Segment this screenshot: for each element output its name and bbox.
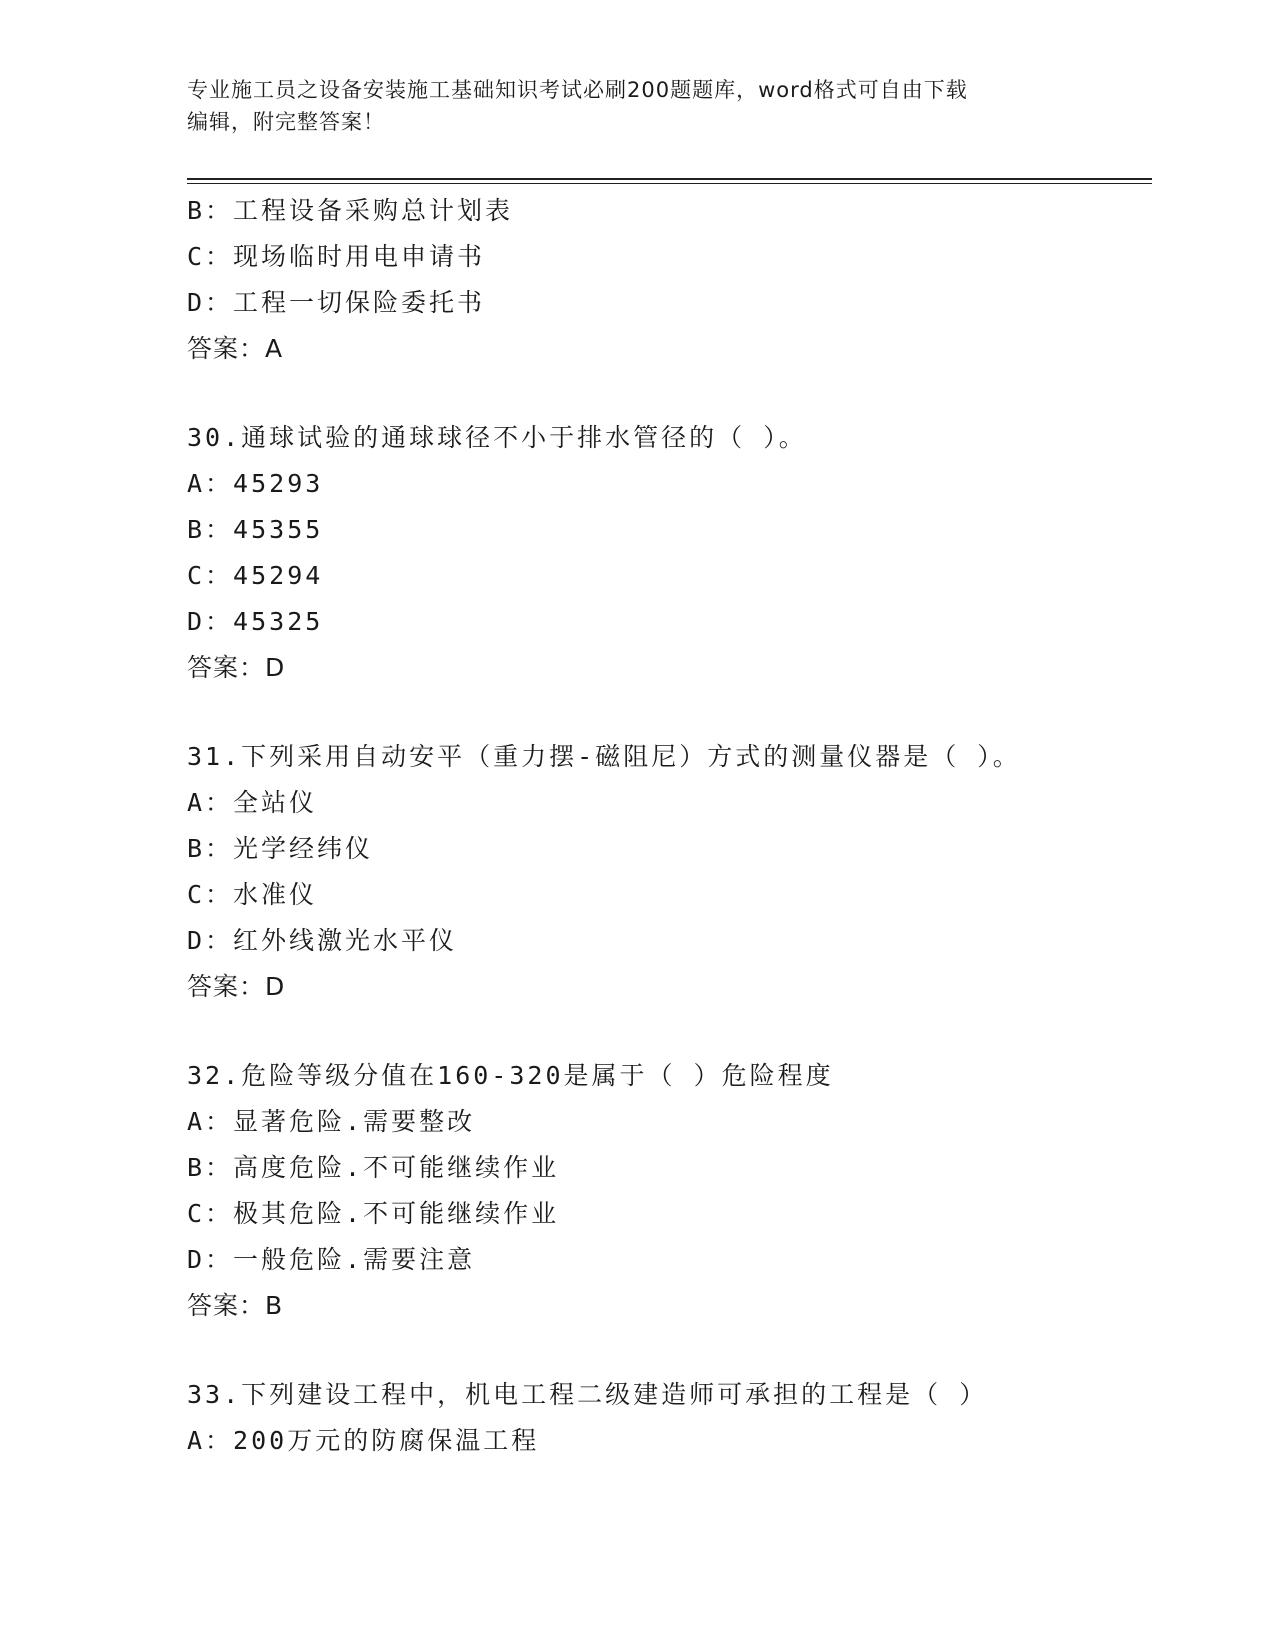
document-header [187,74,1087,138]
option-a: A：200万元的防腐保温工程 [187,1426,540,1455]
option-b: B：高度危险.不可能继续作业 [187,1153,560,1182]
option-b: B：工程设备采购总计划表 [187,196,514,225]
header-line-2: 编辑，附完整答案！ [187,110,385,134]
answer: 答案：D [187,972,286,1001]
option-c: C：45294 [187,561,324,590]
spacer [187,691,1152,734]
option-c: C：水准仪 [187,880,318,909]
question-32 [187,1053,1152,1329]
option-a: A：全站仪 [187,788,318,817]
question-stem: 31.下列采用自动安平（重力摆-磁阻尼）方式的测量仪器是（ ）。 [187,742,1021,771]
spacer [187,1329,1152,1372]
header-rule-thick [187,178,1152,180]
question-31 [187,734,1152,1010]
question-stem: 30.通球试验的通球球径不小于排水管径的（ ）。 [187,423,807,452]
option-c: C：极其危险.不可能继续作业 [187,1199,560,1228]
option-a: A：显著危险.需要整改 [187,1107,476,1136]
spacer [187,372,1152,415]
header-rule-thin [187,183,1152,184]
question-stem: 32.危险等级分值在160-320是属于（ ）危险程度 [187,1061,834,1090]
question-30 [187,415,1152,691]
option-d: D：45325 [187,607,324,636]
option-b: B：45355 [187,515,324,544]
option-b: B：光学经纬仪 [187,834,374,863]
answer: 答案：D [187,653,286,682]
option-d: D：红外线激光水平仪 [187,926,458,955]
header-line-1: 专业施工员之设备安装施工基础知识考试必刷200题题库，word格式可自由下载 [187,78,968,102]
spacer [187,1010,1152,1053]
option-d: D：一般危险.需要注意 [187,1245,476,1274]
answer: 答案：B [187,1291,284,1320]
answer: 答案：A [187,334,284,363]
option-d: D：工程一切保险委托书 [187,288,486,317]
option-a: A：45293 [187,469,324,498]
question-list [187,188,1152,1464]
question-29-tail [187,188,1152,372]
option-c: C：现场临时用电申请书 [187,242,486,271]
question-stem: 33.下列建设工程中，机电工程二级建造师可承担的工程是（ ） [187,1380,988,1409]
question-33 [187,1372,1152,1464]
